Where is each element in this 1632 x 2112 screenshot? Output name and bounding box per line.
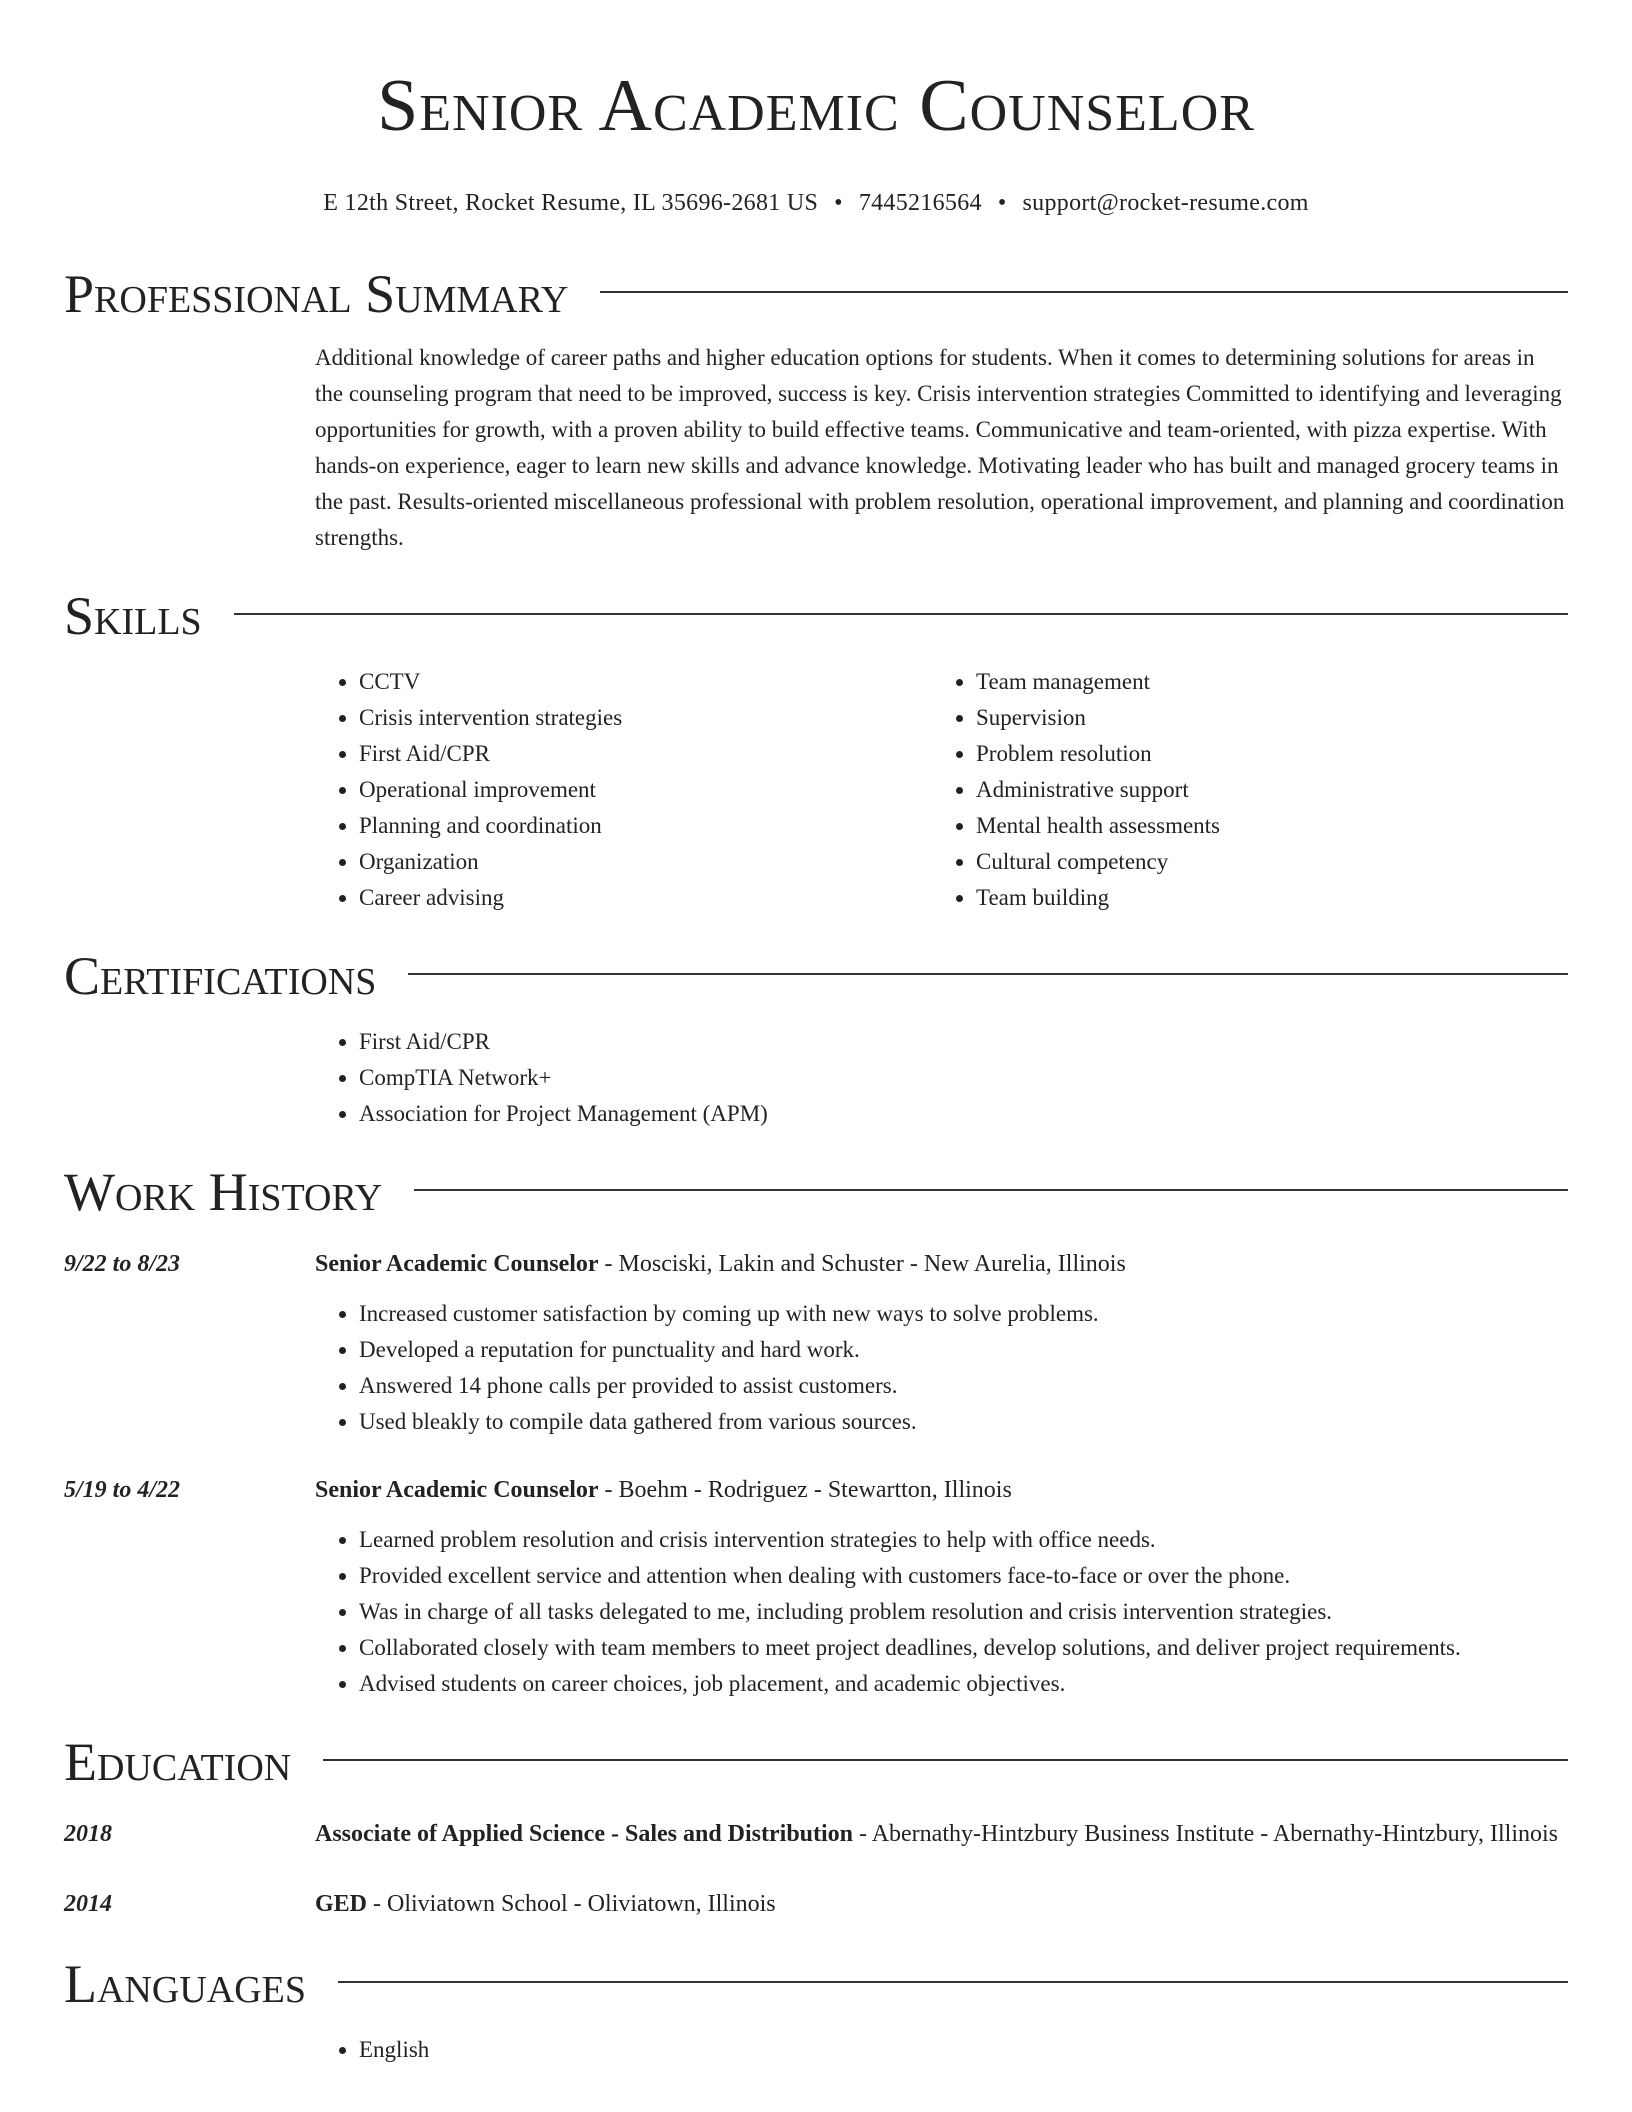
skills-title: Skills xyxy=(64,586,202,646)
job-title-line xyxy=(315,1470,1568,1510)
skill-item: • Career advising xyxy=(359,880,932,916)
certifications-title: Certifications xyxy=(64,946,377,1006)
education-degree: Associate of Applied Science - Sales and Distribution xyxy=(315,1821,854,1847)
summary-section xyxy=(64,264,1568,556)
skills-section xyxy=(64,586,1568,916)
contact-line xyxy=(64,188,1568,218)
job-bullet: • Developed a reputation for punctuality and hard work. xyxy=(359,1332,1568,1368)
skill-item: • First Aid/CPR xyxy=(359,736,932,772)
job-details xyxy=(315,1244,1568,1440)
certification-item: • Association for Project Management (APM) xyxy=(359,1096,1568,1132)
skill-item: • CCTV xyxy=(359,664,932,700)
candidate-name: Senior Academic Counselor xyxy=(377,65,1255,147)
section-divider xyxy=(234,613,1568,615)
job-bullet: • Used bleakly to compile data gathered from various sources. xyxy=(359,1404,1568,1440)
education-header xyxy=(64,1732,1568,1792)
skills-list-right xyxy=(932,664,1549,916)
job-bullets xyxy=(315,1296,1568,1440)
languages-list xyxy=(315,2032,1568,2068)
education-year: 2014 xyxy=(64,1891,112,1917)
education-year: 2018 xyxy=(64,1821,112,1847)
education-entry xyxy=(64,1814,1568,1854)
contact-separator: • xyxy=(997,190,1007,216)
job-bullet: • Advised students on career choices, job placement, and academic objectives. xyxy=(359,1666,1568,1702)
summary-title: Professional Summary xyxy=(64,264,569,324)
job-bullet: • Was in charge of all tasks delegated to me, including problem resolution and crisis intervention strategies. xyxy=(359,1594,1568,1630)
job-role: Senior Academic Counselor xyxy=(315,1477,599,1503)
languages-title: Languages xyxy=(64,1954,306,2014)
education-school-location: - Abernathy-Hintzbury Business Institute - Abernathy-Hintzbury, Illinois xyxy=(853,1821,1559,1847)
languages-header xyxy=(64,1954,1568,2014)
skill-item: • Team building xyxy=(976,880,1549,916)
section-divider xyxy=(414,1189,1568,1191)
education-degree: GED xyxy=(315,1891,368,1917)
resume-page xyxy=(64,0,1568,2068)
job-title-line xyxy=(315,1244,1568,1284)
skills-column-right xyxy=(932,664,1549,916)
certifications-body xyxy=(315,1024,1568,1132)
skill-item: • Organization xyxy=(359,844,932,880)
job-bullet: • Collaborated closely with team members to meet project deadlines, develop solutions, and deliver project requirements. xyxy=(359,1630,1568,1666)
contact-email: support@rocket-resume.com xyxy=(1022,190,1309,216)
job-entry xyxy=(64,1244,1568,1440)
certifications-list xyxy=(315,1024,1568,1132)
section-divider xyxy=(323,1759,1568,1761)
certification-item: • First Aid/CPR xyxy=(359,1024,1568,1060)
section-divider xyxy=(408,973,1568,975)
job-details xyxy=(315,1470,1568,1702)
job-employer-location: - Boehm - Rodriguez - Stewartton, Illinois xyxy=(598,1477,1012,1503)
job-employer-location: - Mosciski, Lakin and Schuster - New Aurelia, Illinois xyxy=(598,1251,1126,1277)
skill-item: • Administrative support xyxy=(976,772,1549,808)
certifications-header xyxy=(64,946,1568,1006)
certifications-section xyxy=(64,946,1568,1132)
skills-column-left xyxy=(315,664,932,916)
skill-item: • Problem resolution xyxy=(976,736,1549,772)
skills-header xyxy=(64,586,1568,646)
skill-item: • Cultural competency xyxy=(976,844,1549,880)
section-divider xyxy=(338,1981,1568,1983)
contact-phone: 7445216564 xyxy=(858,190,982,216)
education-details xyxy=(315,1814,1568,1854)
education-school-location: - Oliviatown School - Oliviatown, Illinois xyxy=(367,1891,776,1917)
education-details xyxy=(315,1884,1568,1924)
job-bullets xyxy=(315,1522,1568,1702)
summary-text: Additional knowledge of career paths and higher education options for students. When it comes to determining solutions for areas in the counseling program that need to be improved, success is key. Crisis intervention strategies Committed to identifying and leveraging opportunities for growth, with a proven ability to build effective teams. Communicative and team-oriented, with pizza expertise. With hands-on experience, eager to learn new skills and advance knowledge. Motivating leader who has built and managed grocery teams in the past. Results-oriented miscellaneous professional with problem resolution, operational improvement, and planning and coordination strengths. xyxy=(315,345,1565,550)
job-dates: 9/22 to 8/23 xyxy=(64,1251,181,1277)
job-role: Senior Academic Counselor xyxy=(315,1251,599,1277)
section-divider xyxy=(600,291,1568,293)
work-history-header xyxy=(64,1162,1568,1222)
skill-item: • Crisis intervention strategies xyxy=(359,700,932,736)
job-bullet: • Increased customer satisfaction by coming up with new ways to solve problems. xyxy=(359,1296,1568,1332)
work-history-section xyxy=(64,1162,1568,1702)
summary-header xyxy=(64,264,1568,324)
education-title: Education xyxy=(64,1732,292,1792)
job-bullet: • Provided excellent service and attention when dealing with customers face-to-face or over the phone. xyxy=(359,1558,1568,1594)
skills-list-left xyxy=(315,664,932,916)
skill-item: • Team management xyxy=(976,664,1549,700)
contact-address: E 12th Street, Rocket Resume, IL 35696-2681 US xyxy=(323,190,819,216)
education-section xyxy=(64,1732,1568,1924)
job-bullet: • Answered 14 phone calls per provided to assist customers. xyxy=(359,1368,1568,1404)
languages-body xyxy=(315,2032,1568,2068)
job-bullet: • Learned problem resolution and crisis intervention strategies to help with office needs. xyxy=(359,1522,1568,1558)
language-item: • English xyxy=(359,2032,1568,2068)
job-entry xyxy=(64,1470,1568,1702)
skill-item: • Mental health assessments xyxy=(976,808,1549,844)
skills-grid xyxy=(315,664,1568,916)
skill-item: • Planning and coordination xyxy=(359,808,932,844)
job-dates: 5/19 to 4/22 xyxy=(64,1477,181,1503)
education-entry xyxy=(64,1884,1568,1924)
work-history-title: Work History xyxy=(64,1162,383,1222)
languages-section xyxy=(64,1954,1568,2068)
contact-separator: • xyxy=(834,190,843,216)
certification-item: • CompTIA Network+ xyxy=(359,1060,1568,1096)
skill-item: • Supervision xyxy=(976,700,1549,736)
skill-item: • Operational improvement xyxy=(359,772,932,808)
